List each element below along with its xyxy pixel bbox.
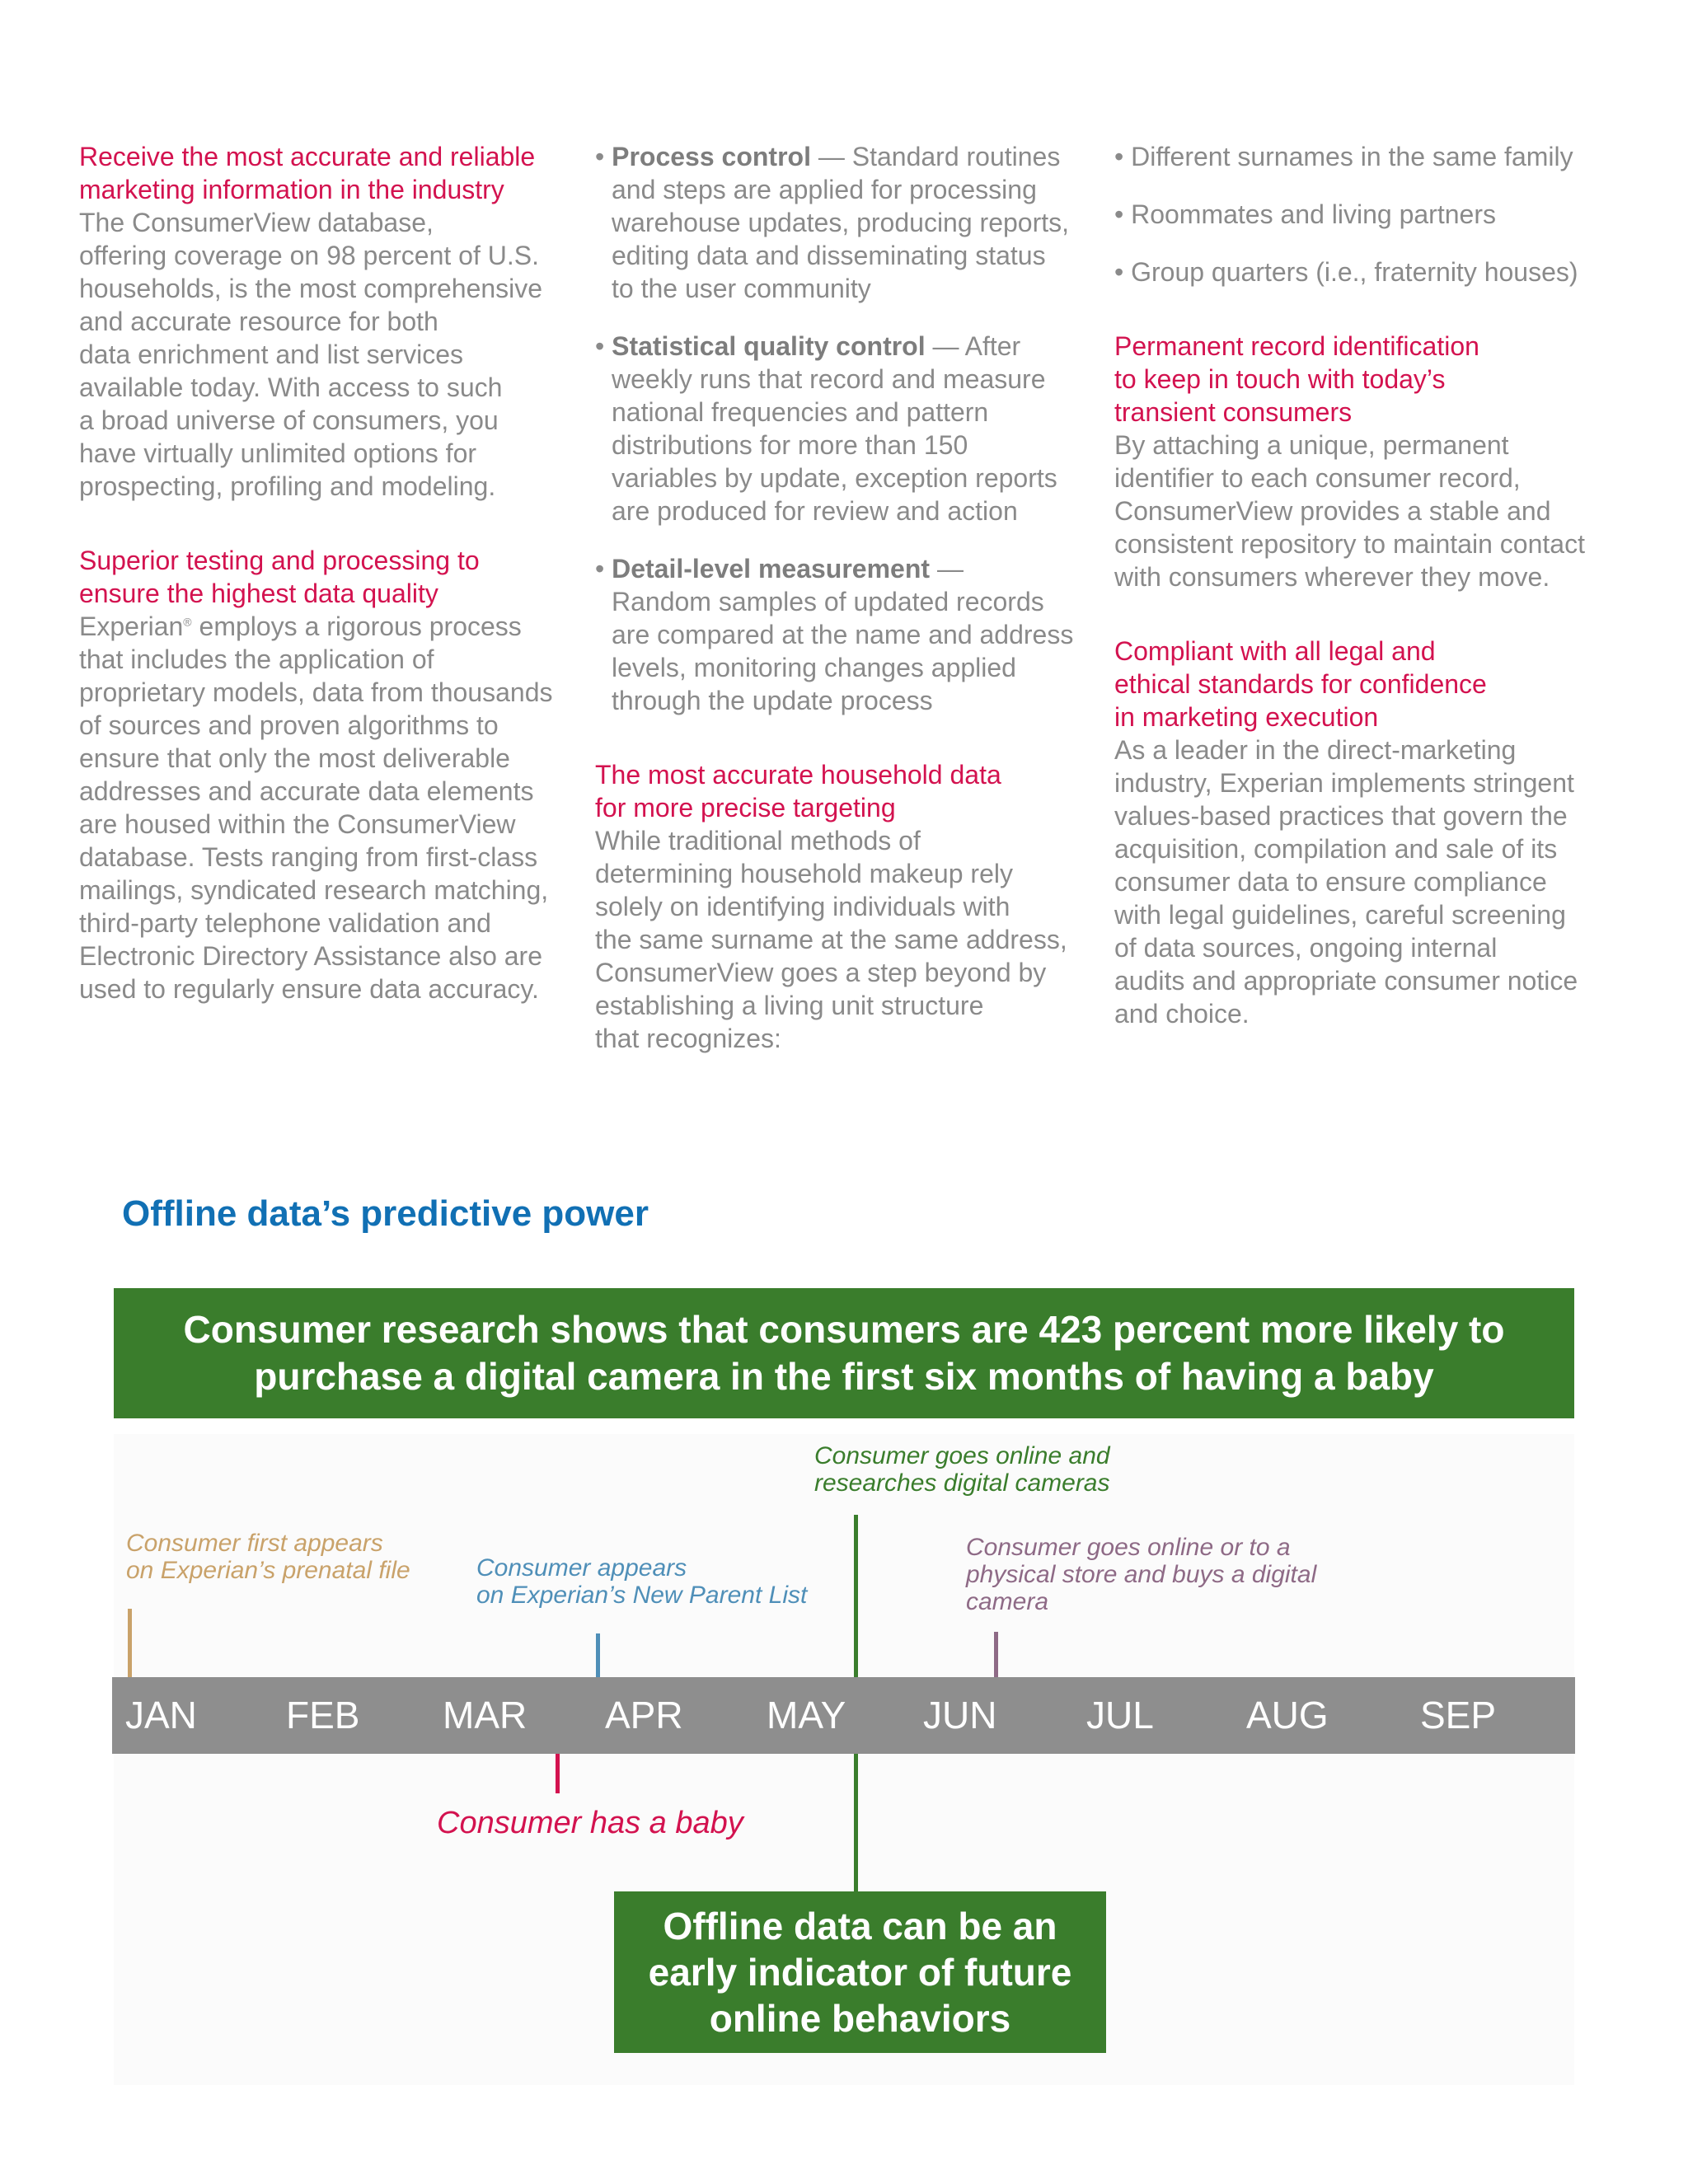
section-heading: Permanent record identification to keep in touch with today’s transient consumers [1114,331,1479,427]
bullet-surnames: • Different surnames in the same family [1114,142,1573,171]
month-feb: FEB [286,1694,360,1736]
section-heading: Compliant with all legal and ethical standards for confidence in marketing execution [1114,636,1487,732]
event-prenatal: Consumer first appears on Experian’s prenatal file [126,1530,410,1584]
bullet-title: Process control [612,142,811,171]
month-sep: SEP [1420,1694,1497,1736]
bullet-detail-level: • Detail-level measurement — Random samples of updated records are compared at the name and address levels, monitoring changes applied through the update process [595,554,1074,715]
bullet-title: Statistical quality control [612,331,926,361]
conclusion-box: Offline data can be an early indicator of future online behaviors [614,1891,1106,2053]
baby-marker [556,1754,560,1793]
bullet-text: Roommates and living partners [1131,199,1496,229]
section-body: While traditional methods of determining household makeup rely solely on identifying individuals with the same surname at the same address, ConsumerView goes a step beyond by establishing a living unit structure that recognizes: [595,826,1067,1053]
bullet-text: — Random samples of updated records are compared at the name and address levels, monitoring changes applied through the update process [612,554,1074,715]
section-body: The ConsumerView database, offering coverage on 98 percent of U.S. households, is the most comprehensive and accurate resource for both data enrichment and list services available today. With access to such a broad universe of consumers, you have virtually unlimited options for prospecting, profiling and modeling. [79,208,543,501]
section-body: By attaching a unique, permanent identifier to each consumer record, ConsumerView provides a stable and consistent repository to maintain contact with consumers wherever they move. [1114,430,1585,592]
month-jul: JUL [1086,1694,1154,1736]
event-baby: Consumer has a baby [437,1806,743,1840]
prenatal-marker [128,1609,132,1677]
month-jan: JAN [125,1694,197,1736]
section-testing [79,544,574,1005]
month-jun: JUN [923,1694,997,1736]
buys-marker [994,1632,998,1677]
bullet-text: Group quarters (i.e., fraternity houses) [1131,257,1578,287]
bullet-text: Different surnames in the same family [1131,142,1573,171]
section-compliance [1114,635,1625,1030]
month-apr: APR [605,1694,683,1736]
section-body [79,610,574,1005]
bullet-text: — After weekly runs that record and measure national frequencies and pattern distributions for more than 150 variables by update, exception reports are produced for review and action [612,331,1057,526]
section-household-data [595,758,1090,1055]
bullet-group-quarters: • Group quarters (i.e., fraternity houses) [1114,257,1578,287]
month-may: MAY [767,1694,846,1736]
bullet-title: Detail-level measurement [612,554,931,583]
section-body: As a leader in the direct-marketing industry, Experian implements stringent values-based practices that govern the acquisition, compilation and sale of its consumer data to ensure compliance with legal guidelines, careful screening of data sources, ongoing internal audits and appropriate consumer notice and choice. [1114,735,1578,1029]
new-parent-marker [596,1633,600,1677]
section-permanent-id [1114,330,1625,593]
section-heading: Superior testing and processing to ensure the highest data quality [79,546,480,608]
column-2 [595,140,1090,1096]
bullet-process-control: • Process control — Standard routines and steps are applied for processing warehouse updates, producing reports, editing data and disseminating status to the user community [595,142,1070,303]
event-researches: Consumer goes online and researches digital cameras [814,1442,1110,1497]
infographic-title: Offline data’s predictive power [122,1193,649,1234]
registered-mark: ® [183,615,192,629]
experian-word: Experian [79,612,184,641]
event-new-parent: Consumer appears on Experian’s New Parent List [476,1554,808,1609]
section-accurate-info [79,140,574,503]
section-heading: The most accurate household data for more precise targeting [595,760,1001,823]
column-3 [1114,140,1625,1071]
bullet-statistical-quality: • Statistical quality control — After weekly runs that record and measure national frequencies and pattern distributions for more than 150 variables by update, exception reports are produced for review and action [595,331,1057,526]
section-body-text: employs a rigorous process that includes the application of proprietary models, data from thousands of sources and proven algorithms to ensure that only the most deliverable addresses and accurate data elements are housed within the ConsumerView database. Tests ranging from first-class mailings, syndicated research matching, third-party telephone validation and Electronic Directory Assistance also are used to regularly ensure data accuracy. [79,612,553,1004]
research-banner: Consumer research shows that consumers are 423 percent more likely to purchase a digital camera in the first six months of having a baby [114,1288,1574,1418]
bullet-text: — Standard routines and steps are applied for processing warehouse updates, producing reports, editing data and disseminating status to the user community [612,142,1070,303]
month-mar: MAR [443,1694,528,1736]
month-aug: AUG [1246,1694,1329,1736]
column-1 [79,140,574,1047]
event-buys: Consumer goes online or to a physical store and buys a digital camera [966,1534,1317,1615]
section-heading: Receive the most accurate and reliable marketing information in the industry [79,142,536,204]
bullet-roommates: • Roommates and living partners [1114,199,1496,229]
